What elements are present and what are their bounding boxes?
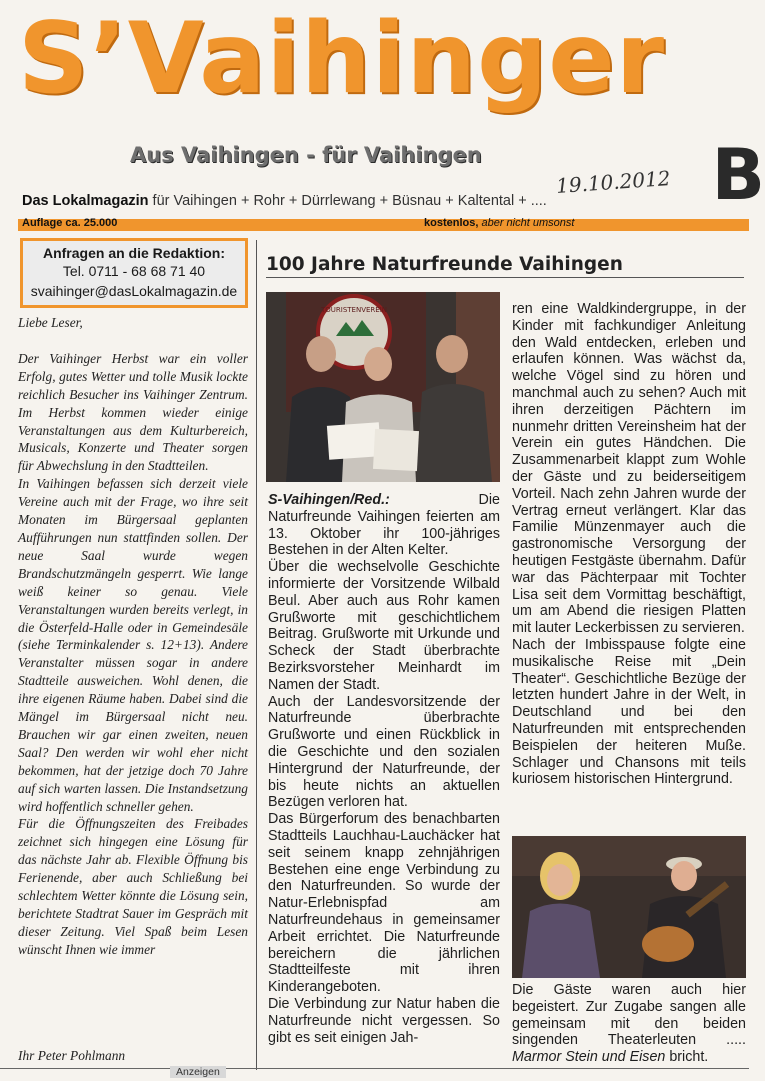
editorial-signature: Ihr Peter Pohlmann (18, 1048, 126, 1063)
article-photo-singers (512, 836, 746, 978)
article-column-2 (512, 301, 746, 788)
banner-text: TOURISTENVEREIN (320, 306, 388, 314)
editorial-paragraph: Für die Öffnungszeiten des Freibades zeichnet sich hingegen eine Lösung für das nächste Jahr ab. Flexible Öffnung bis Ferienende, aber auch Schließung bei schlechtem Wetter könnte die Lösung sein, berichtete Stadtrat Sauer im Gespräch mit dieser Zeitung. Viel Spaß beim Lesen wünscht Ihnen wie immer (18, 816, 248, 957)
article-photo-ceremony (266, 292, 500, 482)
circulation: Auflage ca. 25.000 (22, 217, 118, 229)
ceremony-photo-illustration (266, 292, 500, 482)
article-paragraph: Nach der Imbisspause folgte eine musikalische Reise mit „Dein Theater“. Geschichtliche Bezüge der letzten hundert Jahre in der Welt, in Deutschland und bei den Naturfreunden mit entsprechenden Beispielen der heiteren Muße. Schlager und Chansons mit teils kuriosem historischen Hintergrund. (512, 636, 746, 788)
masthead-logo: S’Vaihinger (18, 2, 666, 116)
contact-box (20, 238, 248, 308)
editorial-greeting: Liebe Leser, (18, 315, 83, 330)
singers-photo-illustration (512, 836, 746, 978)
price-note (424, 217, 574, 229)
article-closing-end: bricht. (665, 1049, 709, 1066)
article-paragraph: Das Bürgerforum des benachbarten Stadtteils Lauchhau-Lauchäcker hat seit seinem knapp zehnjährigen Bestehen eine enge Verbindung zu den Naturfreunden. So wurde der Natur-Erlebnispfad am Naturfreundehaus in gemeinsamer Arbeit errichtet. Die Naturfreunde bereichern die jährlichen Stadtteilfeste mit ihren Kinderangeboten. (268, 811, 500, 996)
subline-bold: Das Lokalmagazin (22, 193, 149, 209)
masthead-subline (22, 193, 547, 209)
subline-rest: für Vaihingen + Rohr + Dürrlewang + Büsnau + Kaltental + .... (148, 193, 547, 209)
article-intro: Die Naturfreunde Vaihingen feierten am 13. Oktober ihr 100-jähriges Bestehen in der Alten Kelter. (268, 492, 500, 559)
article-paragraph: Über die wechselvolle Geschichte informierte der Vorsitzende Wilbald Beul. Aber auch aus Rohr kamen Grußworte mit geschichtlichem Beitrag. Grußworte mit Urkunde und Scheck der Stadt überbrachte Bezirksvorsteher Meinhardt im Namen der Stadt. (268, 559, 500, 693)
article-closing: Die Gäste waren auch hier begeistert. Zur Zugabe sangen alle gemeinsam mit den beiden singenden Theaterleuten ..... (512, 982, 746, 1049)
article-paragraph: ren eine Waldkindergruppe, in der Kinder mit fachkundiger Anleitung den Wald entdecken, erleben und erlaufen können. Was wächst da, welche Vögel sind zu hören und manchmal auch zu sehen? Auch mit ihren derzeitigen Pächtern im nunmehr dritten Vereinsheim hat der Verein ein gutes Händchen. Die Zusammenarbeit klappt zum Wohle der Gäste und zu beiderseitigem Vorteil. Nach zehn Jahren wurde der Vertrag erneut verlängert. Klar das Familie Münzenmayer auch die gastronomische Versorgung der heutigen Festgäste übernahm. Dafür war das Pächterpaar mit Tochter Lisa seit dem Vormittag beschäftigt, um am Abend die riesigen Platten mit lauter Leckerbissen zu servieren. (512, 301, 746, 637)
article-byline: S-Vaihingen/Red.: (268, 492, 390, 508)
article-paragraph: Auch der Landesvorsitzende der Naturfreunde überbrachte Grußworte und einen Rückblick in die Geschichte und den sozialen Hintergrund der Naturfreunde, der bis heute nichts an aktuellen Bezügen verloren hat. (268, 693, 500, 811)
price-italic: aber nicht umsonst (478, 217, 575, 229)
contact-email: svaihinger@dasLokalmagazin.de (30, 283, 238, 299)
ads-label: Anzeigen (170, 1066, 226, 1078)
masthead-tagline: Aus Vaihingen - für Vaihingen (130, 143, 482, 167)
article-column-1 (268, 492, 500, 1046)
article-column-2-end (512, 982, 746, 1066)
orange-bar (18, 219, 749, 231)
column-divider (256, 240, 257, 1070)
article-paragraph (512, 982, 746, 1066)
footer-strip (0, 1068, 749, 1081)
contact-heading: Anfragen an die Redaktion: (42, 245, 226, 261)
editorial-paragraph: Der Vaihinger Herbst war ein voller Erfolg, gutes Wetter und tolle Musik lockte reichlich Besucher ins Vaihinger Zentrum. Im Herbst kommen wieder einige Veranstaltungen aus dem Kulturbereich, Musicals, Konzerte und Theater sorgen für Abwechslung in den Stadtteilen. (18, 350, 248, 474)
masthead-logo-b: B (711, 134, 765, 216)
contact-phone: Tel. 0711 - 68 68 71 40 (62, 263, 206, 279)
song-title: Marmor Stein und Eisen (512, 1049, 666, 1066)
editorial-letter (18, 314, 248, 1063)
article-paragraph (268, 492, 500, 559)
editorial-paragraph: In Vaihingen befassen sich derzeit viele Vereine auch mit der Frage, wo ihre seit Monaten im Bürgersaal geplanten Aufführungen nun stattfinden sollen. Der neue Saal wurde wegen Brandschutzmängeln gesperrt. Wie lange weiß keiner so genau. Viele Veranstaltungen wurden bereits verlegt, in die Österfeld-Halle oder in Gemeindesäle (siehe Terminkalender s. 12+13). Andere Veranstalter müssen sogar in andere Stadtteile ausweichen. Wohl denen, die ihre eigenen Räume haben. Dabei sind die Mängel im Bürgersaal nicht neu. Brauchen wir gar einen zweiten, neuen Saal? Den werden wir wohl eher nicht bekommen, hat der jetzige doch 70 Jahre auf sich warten lassen. Die Instandsetzung wird hoffentlich schneller gehen. (18, 476, 248, 814)
handwritten-date: 19.10.2012 (555, 166, 672, 198)
price-bold: kostenlos, (424, 217, 479, 229)
article-headline: 100 Jahre Naturfreunde Vaihingen (266, 254, 744, 278)
masthead (0, 0, 765, 230)
article-paragraph: Die Verbindung zur Natur haben die Naturfreunde nicht vergessen. So gibt es seit einigen Jah- (268, 995, 500, 1046)
